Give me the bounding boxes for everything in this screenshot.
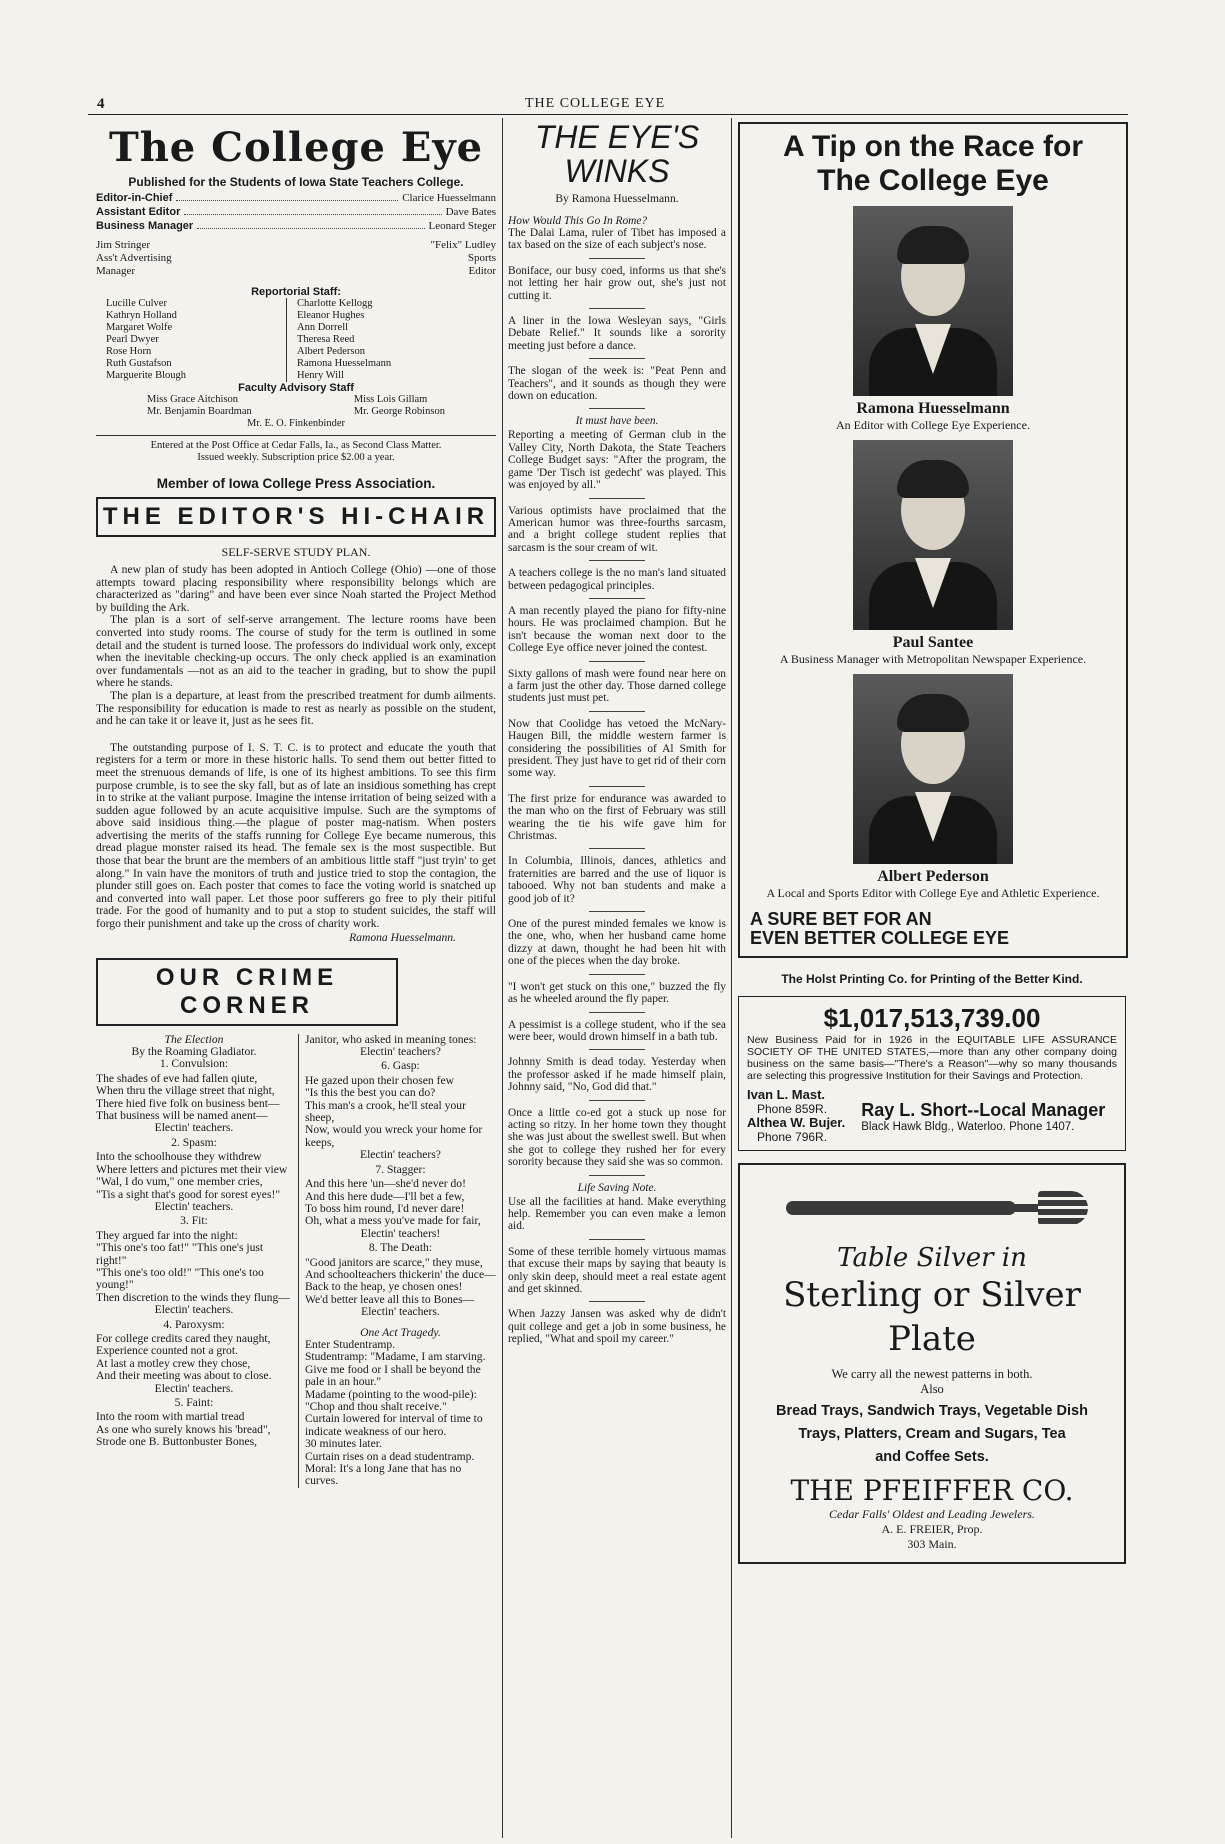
- race-title-1: A Tip on the Race for: [782, 130, 1084, 163]
- column-divider-2: [731, 118, 732, 1838]
- reportorial-left: [96, 298, 287, 382]
- poem-line: He gazed upon their chosen few: [304, 1073, 455, 1087]
- agents: [747, 1088, 1117, 1144]
- wink-item: Johnny Smith is dead today. Yesterday when the professor asked if he made himself plain, Johnny said, "No, God did that.": [508, 1056, 726, 1094]
- item-divider: [589, 974, 645, 975]
- poem-line: "This one's too fat!" "This one's just right!": [96, 1241, 264, 1267]
- reporter-name: Charlotte Kellogg: [297, 298, 373, 309]
- winks-byline: By Ramona Huesselmann.: [555, 192, 679, 205]
- poem-line: "This one's too old!" "This one's too young!": [96, 1265, 264, 1292]
- reporter-name: Henry Will: [297, 370, 344, 381]
- insurance-body: New Business Paid for in 1926 in the EQUITABLE LIFE ASSURANCE SOCIETY OF THE UNITED STATES,—more than any other company doing business on the same basis—"There's a Reason"—why so many thousands are selecting this progressive Institution for their Savings and Protection.: [747, 1034, 1117, 1082]
- reporter-name: Lucille Culver: [106, 298, 167, 309]
- poem-line: 2. Spasm:: [171, 1135, 217, 1149]
- item-divider: [589, 786, 645, 787]
- crime-heading: OUR CRIME CORNER: [96, 958, 398, 1026]
- item-divider: [589, 1012, 645, 1013]
- faculty-heading: Faculty Advisory Staff: [238, 382, 354, 394]
- staff-line: "Felix" Ludley: [430, 239, 496, 251]
- reporter-name: Pearl Dwyer: [106, 334, 159, 345]
- item-divider: [589, 1175, 645, 1176]
- staff-name: Dave Bates: [445, 206, 496, 218]
- wink-heading: Life Saving Note.: [577, 1181, 657, 1194]
- poem-line: They argued far into the night:: [96, 1228, 238, 1242]
- wink-item: Sixty gallons of mash were found near here on a farm just the other day. Those darned college students just must pet.: [508, 667, 726, 705]
- poem-line: Curtain rises on a dead studentramp.: [304, 1449, 475, 1463]
- wink-item: Various optimists have proclaimed that the American humor was three-fourths sarcasm, and a bright college student replies that sarcasm is the sour cream of wit.: [508, 504, 726, 554]
- wink-item: Reporting a meeting of German club in the Valley City, North Dakota, the State Teachers College Budget says: "After the program, the game 'Der Tisch ist gedecht' was played. This was enjoyed by all.": [508, 429, 726, 492]
- poem-line: When thru the village street that night,: [96, 1084, 275, 1098]
- poem-line: Moral: It's a long Jane that has no curves.: [304, 1462, 462, 1488]
- page-number: 4: [97, 96, 105, 112]
- editorial-paragraph: The plan is a departure, at least from the prescribed treatment for dumb ailments. The responsibility for education is made to rest as nearly as possible on the student, and he can take it or leave it, just as he sees fit.: [96, 688, 496, 728]
- reporter-name: Albert Pederson: [297, 346, 365, 357]
- poem-line: Janitor, who asked in meaning tones:: [304, 1032, 477, 1046]
- faculty-staff: [96, 394, 496, 418]
- reporter-name: Eleanor Hughes: [297, 310, 365, 321]
- winks-column: [508, 118, 726, 1346]
- left-column: [96, 120, 496, 1488]
- reporter-name: Ruth Gustafson: [106, 358, 172, 369]
- item-divider: [589, 408, 645, 409]
- wink-item: In Columbia, Illinois, dances, athletics and fraternities are barred and the use of liquor is tabooed. Why not ban students and make a good job of it?: [508, 855, 726, 905]
- wink-item: A pessimist is a college student, who if the sea were beer, would drown himself in a bath tub.: [508, 1018, 726, 1043]
- candidate-name: Albert Pederson: [877, 868, 989, 885]
- poem-line: One Act Tragedy.: [360, 1325, 441, 1339]
- pfeiffer-name: THE PFEIFFER CO.: [790, 1474, 1074, 1507]
- silver-items-3: and Coffee Sets.: [875, 1449, 989, 1465]
- agent1-name: Ivan L. Mast.: [747, 1087, 826, 1102]
- editorial-paragraph: The plan is a sort of self-serve arrangement. The lecture rooms have been converted into study rooms. The course of study for the term is outlined in some detail and the student is turned loose. The professors do individual work only, except when the inevitable checking-up occurs. The only check applied is an examination over fundamentals —not as an aid to the teacher in grading, but to show the pupil where he stands.: [96, 613, 496, 690]
- poem-line: "Wal, I do vum," one member cries,: [96, 1175, 263, 1189]
- poem-line: Enter Studentramp.: [304, 1337, 396, 1351]
- poem-line: Electin' teachers?: [360, 1045, 441, 1059]
- top-rule: [88, 114, 1128, 115]
- faculty-name: Mr. George Robinson: [353, 406, 445, 417]
- reporter-name: Rose Horn: [106, 346, 152, 357]
- entered-notice: [96, 435, 496, 464]
- staff-role: Assistant Editor: [96, 206, 181, 218]
- poem-line: 3. Fit:: [180, 1214, 208, 1228]
- faculty-name: Miss Grace Aitchison: [147, 394, 239, 405]
- poem-line: Electin' teachers.: [154, 1303, 234, 1317]
- item-divider: [589, 911, 645, 912]
- poem-line: 6. Gasp:: [381, 1059, 420, 1073]
- poem-line: And this here dude—I'll bet a few,: [304, 1189, 465, 1203]
- entered-line-1: Entered at the Post Office at Cedar Falls, Ia., as Second Class Matter.: [150, 440, 442, 451]
- poem-line: Oh, what a mess you've made for fair,: [304, 1214, 481, 1228]
- reporter-name: Ramona Huesselmann: [297, 358, 392, 369]
- wink-item: Once a little co-ed got a stuck up nose for acting so ritzy. In her home town they thought she was just about the swellest swell. But when she got to college they rushed her for every sorority because they said she was so common.: [508, 1106, 726, 1169]
- candidate-photo: [853, 206, 1013, 396]
- winks-title: THE EYE'S WINKS: [534, 119, 700, 189]
- poem-line: Strode one B. Buttonbuster Bones,: [96, 1435, 258, 1449]
- poem-line: Into the schoolhouse they withdrew: [96, 1150, 262, 1164]
- manager-block: [861, 1100, 1105, 1133]
- poem-line: To boss him round, I'd never dare!: [304, 1201, 465, 1215]
- candidate-name: Paul Santee: [892, 634, 974, 651]
- reporter-name: Theresa Reed: [297, 334, 355, 345]
- manager-address: Black Hawk Bldg., Waterloo. Phone 1407.: [861, 1120, 1075, 1133]
- reporter-name: Kathryn Holland: [106, 310, 177, 321]
- staff-name: Clarice Huesselmann: [402, 192, 496, 204]
- silver-line-2: Sterling or Silver Plate: [783, 1275, 1081, 1359]
- poem-line: Electin' teachers!: [360, 1226, 441, 1240]
- wink-item: Now that Coolidge has vetoed the McNary-Haugen Bill, the middle western farmer is considering the possibilities of Al Smith for president. They just have to get rid of their corn some way.: [508, 717, 726, 780]
- item-divider: [589, 258, 645, 259]
- race-title-2: The College Eye: [817, 164, 1049, 197]
- poem-line: Experience counted not a grot.: [96, 1344, 238, 1358]
- staff-line: Editor: [468, 265, 496, 277]
- candidate-caption: A Local and Sports Editor with College Eye and Athletic Experience.: [766, 886, 1100, 900]
- column-divider-1: [502, 118, 503, 1838]
- dot-leader: [197, 219, 424, 229]
- candidate-photo: [853, 674, 1013, 864]
- poem-line: And schoolteachers thickerin' the duce—: [304, 1267, 496, 1281]
- insurance-ad: [738, 996, 1126, 1151]
- staff-role: Editor-in-Chief: [96, 192, 173, 204]
- editorial-paragraph: A new plan of study has been adopted in Antioch College (Ohio) —one of those attempts toward placing responsibility where responsibility belongs which are characterized as "daring" and have been ever since Noah started the Project Method by building the Ark.: [96, 563, 496, 614]
- pfeiffer-address: 303 Main.: [907, 1537, 957, 1551]
- agent2-name: Althea W. Bujer.: [747, 1115, 846, 1130]
- manager-name: Ray L. Short--Local Manager: [861, 1099, 1106, 1120]
- winks-items: [508, 215, 726, 1346]
- published-line: Published for the Students of Iowa State Teachers College.: [128, 175, 464, 189]
- race-box: [738, 122, 1128, 958]
- poem-line: "Good janitors are scarce," they muse,: [304, 1255, 483, 1269]
- staff-role: Business Manager: [96, 220, 194, 232]
- silver-items-2: Trays, Platters, Cream and Sugars, Tea: [798, 1426, 1066, 1442]
- staff-secondary: [96, 239, 496, 278]
- wink-item: One of the purest minded females we know is the one, who, when her husband came home dizzy at dawn, thought he had been hit with one of the pieces when the day broke.: [508, 918, 726, 968]
- crime-column-2: [299, 1034, 496, 1488]
- poem-byline: By the Roaming Gladiator.: [131, 1045, 257, 1059]
- faculty-name: Miss Lois Gillam: [353, 394, 428, 405]
- item-divider: [589, 560, 645, 561]
- item-divider: [589, 711, 645, 712]
- item-divider: [589, 598, 645, 599]
- item-divider: [589, 1049, 645, 1050]
- staff-line: Manager: [96, 265, 136, 277]
- staff-left-block: [96, 239, 172, 278]
- wink-item: A liner in the Iowa Wesleyan says, "Girls Debate Relief." It sounds like a sorority meeting just before a dance.: [508, 315, 726, 352]
- pfeiffer-tagline: Cedar Falls' Oldest and Leading Jewelers.: [829, 1507, 1035, 1521]
- poem-line: 5. Faint:: [174, 1396, 214, 1409]
- poem-line: Studentramp: "Madame, I am starving. Give me food or I shall be beyond the pale in an hour.": [304, 1350, 486, 1389]
- reportorial-staff: [96, 298, 496, 382]
- wink-item: "I won't get stuck on this one," buzzed the fly as he wheeled around the fly paper.: [508, 980, 726, 1006]
- poem-line: Back to the heap, ye chosen ones!: [304, 1280, 463, 1294]
- wink-item: Use all the facilities at hand. Make everything help. Remember you can even make a lemon aid.: [508, 1195, 726, 1233]
- staff-list: [96, 191, 496, 233]
- poem-line: For college credits cared they naught,: [96, 1331, 271, 1345]
- poem-line: Electin' teachers.: [154, 1121, 234, 1135]
- agent1-phone: Phone 859R.: [757, 1102, 828, 1116]
- wink-item: Boniface, our busy coed, informs us that she's not letting her hair grow out, she's just not cutting it.: [508, 264, 726, 302]
- poem-line: This man's a crook, he'll steal your sheep,: [304, 1098, 466, 1125]
- item-divider: [589, 358, 645, 359]
- staff-line: Jim Stringer: [96, 239, 151, 251]
- silver-line-1: Table Silver in: [837, 1243, 1027, 1273]
- candidates: [748, 206, 1118, 900]
- candidate-caption: A Business Manager with Metropolitan Newspaper Experience.: [779, 652, 1087, 666]
- poem-line: "Is this the best you can do?: [304, 1086, 436, 1100]
- faculty-right: [354, 394, 445, 418]
- poem-lines-1: [96, 1058, 292, 1448]
- silver-also: Also: [920, 1382, 944, 1396]
- staff-row: [96, 219, 496, 233]
- staff-row: [96, 205, 496, 219]
- staff-row: [96, 191, 496, 205]
- poem-line: And their meeting was about to close.: [96, 1369, 272, 1383]
- wink-item: The slogan of the week is: "Peat Penn and Teachers", and it sounds as though they were down on education.: [508, 365, 726, 403]
- poem-line: Electin' teachers.: [361, 1305, 440, 1319]
- silver-carry: We carry all the newest patterns in both.: [831, 1367, 1033, 1381]
- reporter-name: Marguerite Blough: [106, 370, 187, 381]
- dot-leader: [176, 191, 398, 201]
- editorial-title: SELF-SERVE STUDY PLAN.: [221, 545, 371, 559]
- poem-line: Curtain lowered for interval of time to indicate weakness of our hero.: [304, 1412, 483, 1438]
- poem-line: 4. Paroxysm:: [163, 1317, 225, 1331]
- poem-line: Into the room with martial tread: [96, 1410, 245, 1424]
- poem-line: At last a motley crew they chose,: [96, 1356, 251, 1370]
- insurance-amount: $1,017,513,739.00: [823, 1003, 1041, 1033]
- wink-item: The Dalai Lama, ruler of Tibet has imposed a tax based on the size of each subject's nose.: [508, 227, 726, 252]
- entered-line-2: Issued weekly. Subscription price $2.00 a year.: [197, 452, 395, 463]
- wink-item: A teachers college is the no man's land situated between pedagogical principles.: [508, 567, 726, 592]
- right-column: [738, 122, 1126, 1564]
- poem-line: Madame (pointing to the wood-pile): "Chop and thou shalt receive.": [304, 1387, 477, 1413]
- pfeiffer-ad: [738, 1163, 1126, 1564]
- wink-item: A man recently played the piano for fifty-nine hours. He was proclaimed champion. But he isn't because the woman next door to the College Eye office never joined the contest.: [508, 604, 726, 655]
- poem-line: "Tis a sight that's good for sorest eyes!": [96, 1187, 281, 1201]
- reportorial-right: [287, 298, 391, 382]
- item-divider: [589, 848, 645, 849]
- poem-line: 1. Convulsion:: [159, 1057, 229, 1071]
- editor-heading: THE EDITOR'S HI-CHAIR: [96, 497, 496, 537]
- poem-line: Electin' teachers?: [360, 1148, 441, 1162]
- item-divider: [589, 1239, 645, 1240]
- poem-line: 7. Stagger:: [375, 1162, 426, 1176]
- member-notice: Member of Iowa College Press Association.: [156, 476, 436, 491]
- staff-line: Sports: [467, 252, 496, 264]
- editorial-byline: Ramona Huesselmann.: [349, 930, 456, 944]
- poem-line: And this here 'un—she'd never do!: [304, 1177, 466, 1191]
- faculty-name: Mr. Benjamin Boardman: [147, 406, 252, 417]
- item-divider: [589, 661, 645, 662]
- reporter-name: Ann Dorrell: [297, 322, 349, 333]
- poem-line: Then discretion to the winds they flung—: [96, 1290, 290, 1304]
- silver-items-1: Bread Trays, Sandwich Trays, Vegetable Dish: [776, 1403, 1088, 1419]
- running-head: THE COLLEGE EYE: [525, 96, 666, 111]
- poem-line: Electin' teachers.: [154, 1381, 234, 1395]
- poem-title: The Election: [164, 1032, 224, 1046]
- editorial-paragraph: The outstanding purpose of I. S. T. C. is to protect and educate the youth that registers for a term or more in these historic halls. To send them out better fitted to meet the strenuous demands of life, is one of its highest ambitions. To see this firm purpose crumble, is to see the sky fall, but as of late an insidious something has crept in to strike at the valiant purpose. Imagine the intense irritation of being seized with a sudden ague followed by an acute acquisitive impulse. Such are the symptoms of above said insidious thing.—the plague of poster mag-natism. When posters advertising the merits of the staffs running for College Eye became numerous, this dread plague monster raised its head. The female sex is the most suspectible. But those that bear the brunt are the members of an ambitious little staff "just tryin' to get along." In vain have the monitors of truth and justice tried to stop the contagion, the plunder still goes on. Each poster that comes to face the voting world is snatched up and converted into wall paper. Let those poor sufferers go free to ply their pitiful trade. For the good of humanity and to put a stop to student suicides, the staff will forgo their punishment and take up the cross of charity work.: [96, 740, 496, 931]
- sure-bet-2: EVEN BETTER COLLEGE EYE: [750, 928, 1010, 948]
- staff-name: Leonard Steger: [428, 220, 496, 232]
- reportorial-heading: Reportorial Staff:: [251, 286, 341, 298]
- item-divider: [589, 1100, 645, 1101]
- crime-corner: [96, 1034, 496, 1488]
- wink-subhead: It must have been.: [575, 415, 659, 428]
- wink-item: Some of these terrible homely virtuous mamas that excuse their maps by saying that beauty is only skin deep, should meet a real estate agent and get skinned.: [508, 1245, 726, 1295]
- faculty-left: [147, 394, 252, 418]
- dot-leader: [184, 205, 441, 215]
- poem-line: There hied five folk on business bent—: [96, 1096, 280, 1110]
- sure-bet-1: A SURE BET FOR AN: [750, 909, 932, 929]
- item-divider: [589, 308, 645, 309]
- item-divider: [589, 498, 645, 499]
- candidate-caption: An Editor with College Eye Experience.: [836, 418, 1030, 432]
- poem-line: That business will be named anent—: [96, 1109, 268, 1123]
- wink-item: The first prize for endurance was awarded to the man who on the first of February was still wearing the tie his wife gave him for Christmas.: [508, 792, 726, 843]
- fork-icon: [746, 1177, 1118, 1233]
- poem-line: 8. The Death:: [368, 1241, 433, 1255]
- wink-heading: How Would This Go In Rome?: [508, 215, 648, 227]
- item-divider: [589, 1301, 645, 1302]
- poem-line: We'd better leave all this to Bones—: [304, 1292, 475, 1306]
- poem-line: Electin' teachers.: [154, 1199, 234, 1213]
- poem-line: Now, would you wreck your home for keeps,: [304, 1123, 483, 1149]
- crime-column-1: [96, 1034, 299, 1488]
- candidate-photo: [853, 440, 1013, 630]
- poem-line: Where letters and pictures met their view: [96, 1162, 288, 1176]
- wink-item: When Jazzy Jansen was asked why de didn't quit college and get a job in some business, he replied, "What and spoil my career.": [508, 1308, 726, 1346]
- staff-right-block: [430, 239, 496, 278]
- masthead-title: The College Eye: [108, 124, 484, 171]
- poem-line: As one who surely knows his 'bread",: [96, 1422, 271, 1436]
- editorial-body: [96, 564, 496, 931]
- staff-line: Ass't Advertising: [96, 252, 172, 264]
- faculty-center: Mr. E. O. Finkenbinder: [247, 418, 345, 429]
- reporter-name: Margaret Wolfe: [106, 322, 173, 333]
- agent2-phone: Phone 796R.: [757, 1130, 828, 1144]
- agent-list: [747, 1088, 845, 1144]
- pfeiffer-prop: A. E. FREIER, Prop.: [881, 1522, 983, 1536]
- poem-line: The shades of eve had fallen qiute,: [96, 1071, 258, 1085]
- candidate-name: Ramona Huesselmann: [856, 400, 1010, 417]
- holst-ad: The Holst Printing Co. for Printing of the Better Kind.: [781, 972, 1083, 986]
- poem-line: 30 minutes later.: [304, 1437, 382, 1451]
